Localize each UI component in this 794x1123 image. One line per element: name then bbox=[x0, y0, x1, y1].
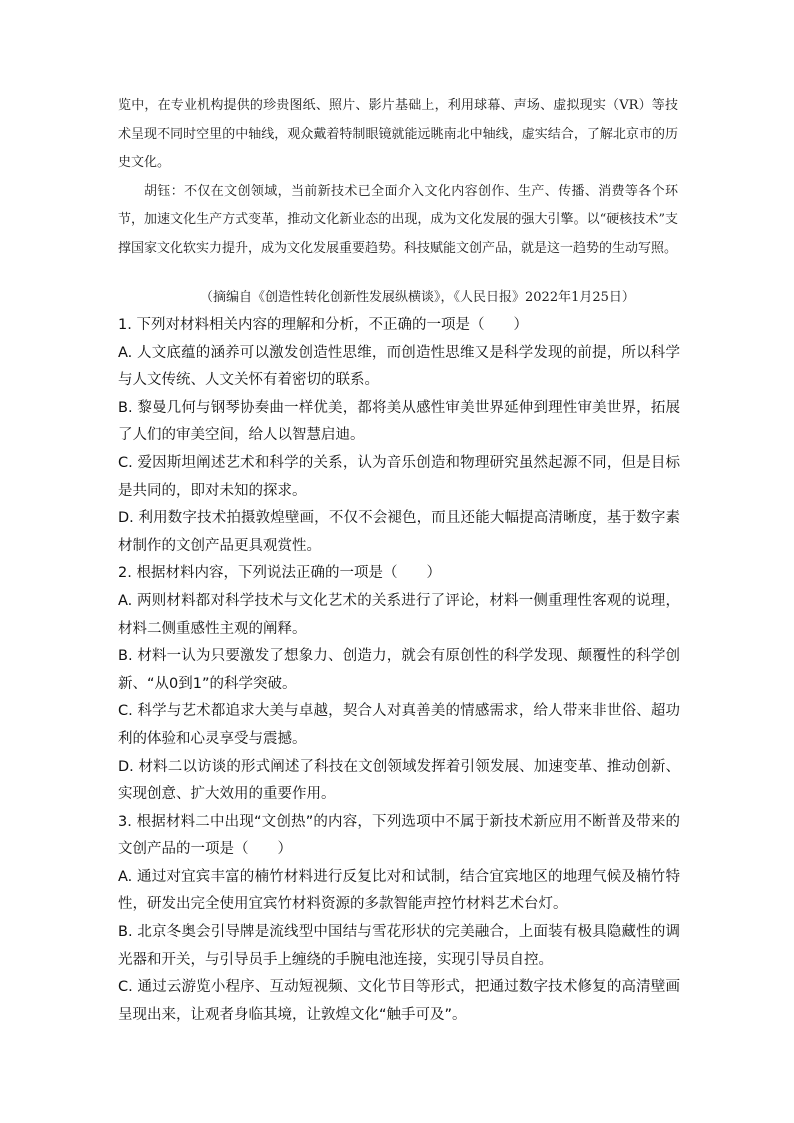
question bbox=[118, 809, 680, 1030]
option-a: A. 通过对宜宾丰富的楠竹材料进行反复比对和试制，结合宜宾地区的地理气候及楠竹特性，研发出完全使用宜宾竹材料资源的多款智能声控竹材料艺术台灯。 bbox=[118, 868, 680, 913]
material-excerpt bbox=[118, 92, 678, 264]
question-stem: 2. 根据材料内容，下列说法正确的一项是（ ） bbox=[118, 565, 441, 582]
option-b: B. 黎曼几何与钢琴协奏曲一样优美，都将美从感性审美世界延伸到理性审美世界，拓展了人们的审美空间，给人以智慧启迪。 bbox=[118, 399, 680, 444]
question-list bbox=[118, 312, 680, 1029]
source-citation: （摘编自《创造性转化创新性发展纵横谈》，《人民日报》2022年1月25日） bbox=[200, 290, 635, 305]
option-c: C. 爱因斯坦阐述艺术和科学的关系，认为音乐创造和物理研究虽然起源不同，但是目标是共同的，即对未知的探求。 bbox=[118, 454, 680, 499]
question bbox=[118, 560, 680, 808]
excerpt-paragraph: 胡钰：不仅在文创领域，当前新技术已全面介入文化内容创作、生产、传播、消费等各个环节，加速文化生产方式变革，推动文化新业态的出现，成为文化发展的强大引擎。以“硬核技术”支撑国家文化软实力提升，成为文化发展重要趋势。科技赋能文创产品，就是这一趋势的生动写照。 bbox=[118, 183, 678, 256]
option-a: A. 两则材料都对科学技术与文化艺术的关系进行了评论，材料一侧重理性客观的说理，材料二侧重感性主观的阐释。 bbox=[118, 592, 680, 637]
option-a: A. 人文底蕴的涵养可以激发创造性思维，而创造性思维又是科学发现的前提，所以科学与人文传统、人文关怀有着密切的联系。 bbox=[118, 344, 680, 389]
question-stem: 3. 根据材料二中出现“文创热”的内容，下列选项中不属于新技术新应用不断普及带来的文创产品的一项是（ ） bbox=[118, 813, 680, 858]
question bbox=[118, 312, 680, 560]
option-d: D. 材料二以访谈的形式阐述了科技在文创领域发挥着引领发展、加速变革、推动创新、实现创意、扩大效用的重要作用。 bbox=[118, 758, 680, 803]
option-b: B. 材料一认为只要激发了想象力、创造力，就会有原创性的科学发现、颠覆性的科学创新、“从0到1”的科学突破。 bbox=[118, 648, 680, 692]
option-d: D. 利用数字技术拍摄敦煌壁画，不仅不会褪色，而且还能大幅提高清晰度，基于数字素材制作的文创产品更具观赏性。 bbox=[118, 510, 680, 554]
question-stem: 1. 下列对材料相关内容的理解和分析，不正确的一项是（ ） bbox=[118, 317, 528, 333]
excerpt-paragraph: 览中，在专业机构提供的珍贵图纸、照片、影片基础上，利用球幕、声场、虚拟现实（VR）等技术呈现不同时空里的中轴线，观众戴着特制眼镜就能远眺南北中轴线，虚实结合，了解北京市的历史文化。 bbox=[118, 98, 678, 171]
option-b: B. 北京冬奥会引导牌是流线型中国结与雪花形状的完美融合，上面装有极具隐藏性的调光器和开关，与引导员手上缠绕的手腕电池连接，实现引导员自控。 bbox=[118, 924, 680, 968]
option-c: C. 科学与艺术都追求大美与卓越，契合人对真善美的情感需求，给人带来非世俗、超功利的体验和心灵享受与震撼。 bbox=[118, 703, 680, 747]
option-c: C. 通过云游览小程序、互动短视频、文化节目等形式，把通过数字技术修复的高清壁画呈现出来，让观者身临其境，让敦煌文化“触手可及”。 bbox=[118, 979, 680, 1023]
